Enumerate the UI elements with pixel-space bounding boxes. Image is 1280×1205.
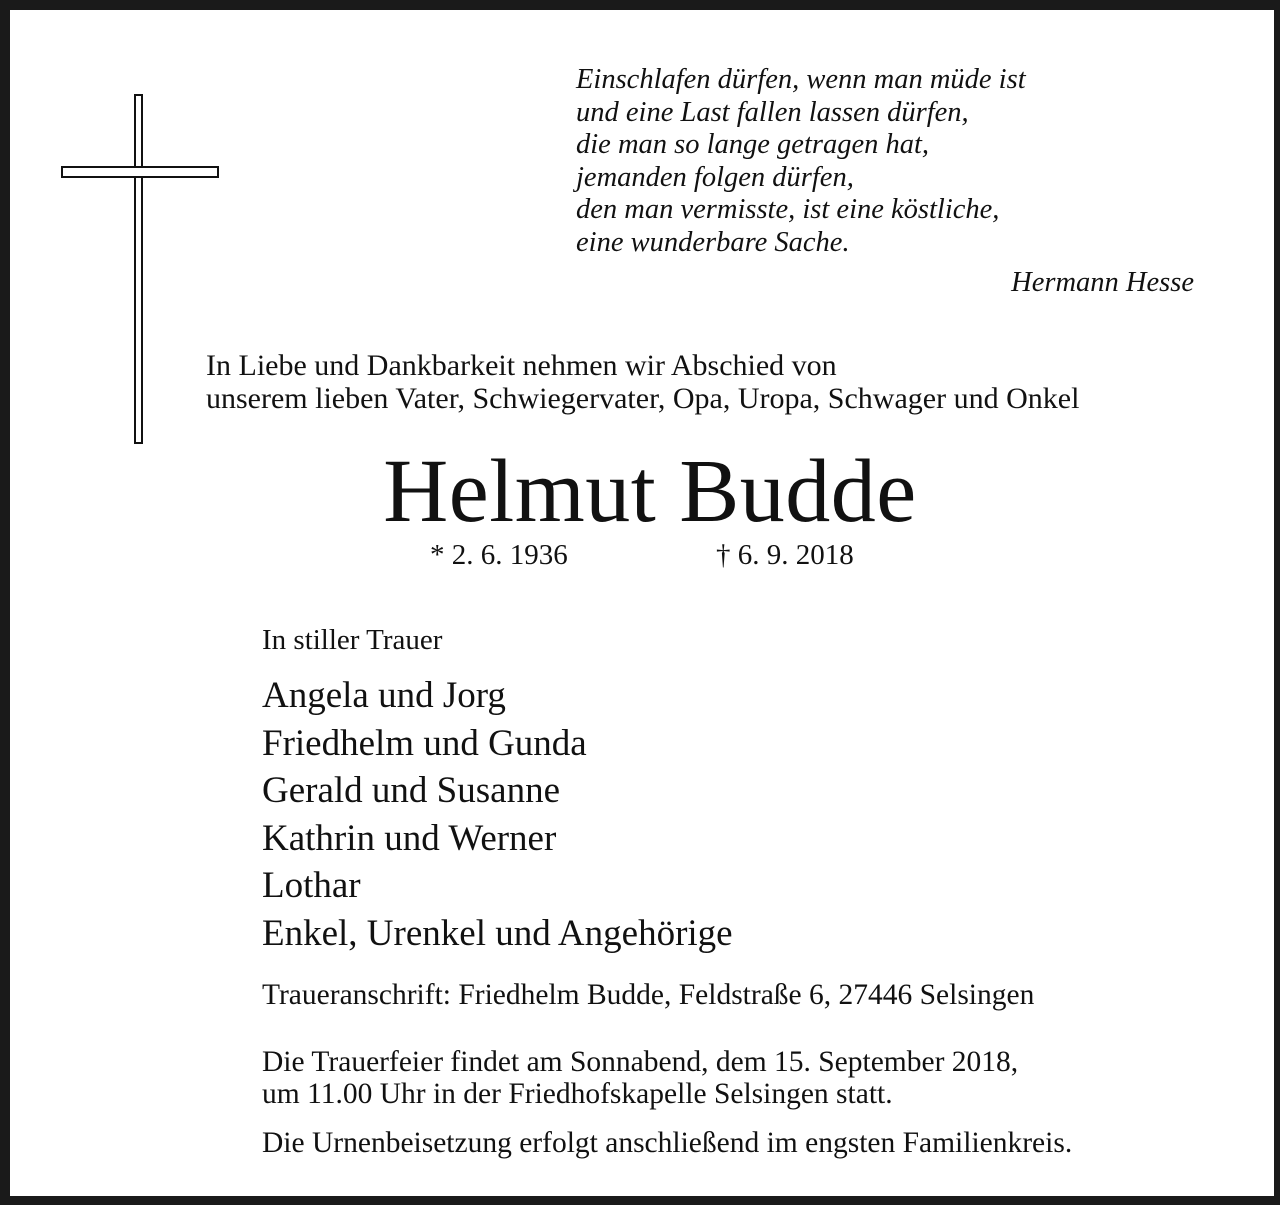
mourner-name: Friedhelm und Gunda (262, 722, 587, 764)
intro-line: In Liebe und Dankbarkeit nehmen wir Abschied von (206, 349, 837, 382)
intro-line: unserem lieben Vater, Schwiegervater, Opa, Uropa, Schwager und Onkel (206, 382, 1080, 415)
mourner-name: Gerald und Susanne (262, 770, 560, 812)
mourning-address: Traueranschrift: Friedhelm Budde, Feldstraße 6, 27446 Selsingen (262, 979, 1035, 1011)
deceased-name: Helmut Budde (383, 442, 917, 541)
urn-burial-info: Die Urnenbeisetzung erfolgt anschließend im engsten Familienkreis. (262, 1127, 1073, 1159)
birth-date: * 2. 6. 1936 (430, 539, 568, 571)
mourner-name: Lothar (262, 865, 361, 907)
mourners-list (262, 672, 733, 958)
poem-line: den man vermisste, ist eine köstliche, (576, 194, 1000, 226)
poem-line: eine wunderbare Sache. (576, 226, 850, 258)
death-date: † 6. 9. 2018 (716, 539, 854, 571)
poem-line: und eine Last fallen lassen dürfen, (576, 96, 969, 128)
poem-line: Einschlafen dürfen, wenn man müde ist (576, 64, 1026, 95)
mourner-name: Enkel, Urenkel und Angehörige (262, 912, 733, 954)
funeral-service-info (262, 1046, 1018, 1110)
cross-icon (61, 94, 221, 446)
mourning-label: In stiller Trauer (262, 624, 443, 656)
poem-line: jemanden folgen dürfen, (576, 161, 854, 193)
poem-line: die man so lange getragen hat, (576, 129, 930, 161)
farewell-intro (206, 349, 1079, 415)
poem-quote (576, 64, 1026, 260)
poem-author: Hermann Hesse (1011, 267, 1194, 298)
service-line: Die Trauerfeier findet am Sonnabend, dem 15. September 2018, (262, 1046, 1019, 1078)
mourner-name: Angela und Jorg (262, 675, 506, 716)
service-line: um 11.00 Uhr in der Friedhofskapelle Selsingen statt. (262, 1078, 893, 1110)
mourner-name: Kathrin und Werner (262, 817, 557, 859)
